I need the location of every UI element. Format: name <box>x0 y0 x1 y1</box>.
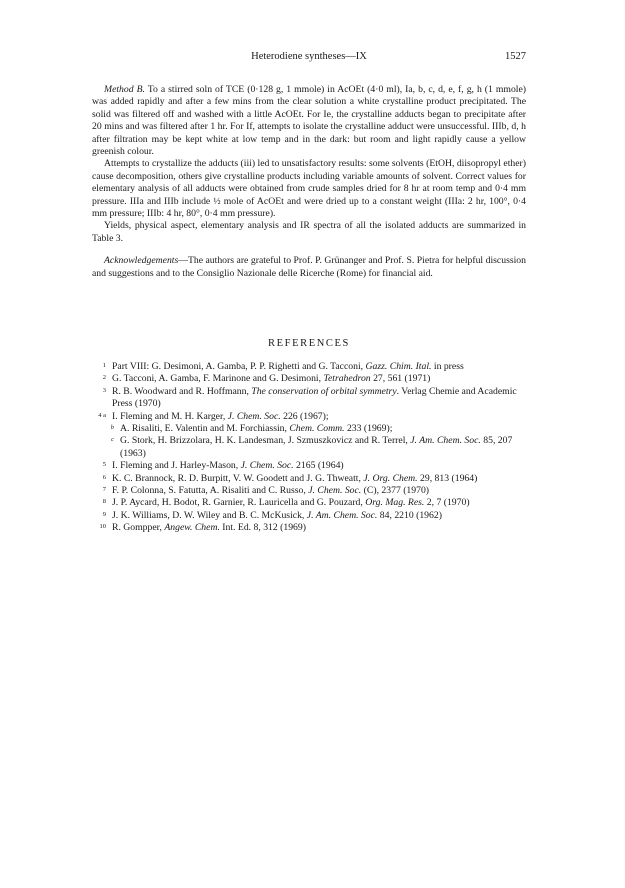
reference-item <box>92 460 526 472</box>
reference-authors: Part VIII: G. Desimoni, A. Gamba, P. P. Righetti and G. Tacconi, <box>112 361 366 372</box>
references-list <box>92 361 526 535</box>
reference-citation: 27, 561 (1971) <box>370 373 431 385</box>
reference-item <box>92 510 526 522</box>
page-number: 1527 <box>505 51 526 62</box>
reference-authors: G. Stork, H. Brizzolara, H. K. Landesman, J. Szmuszkovicz and R. Terrel, <box>120 435 411 447</box>
reference-authors: F. P. Colonna, S. Fatutta, A. Risaliti and C. Russo, <box>112 485 309 497</box>
reference-journal: J. Chem. Soc. <box>240 460 294 472</box>
reference-number: 8 <box>102 498 106 506</box>
yields-paragraph: Yields, physical aspect, elementary analysis and IR spectra of all the isolated adducts are summarized in Table 3. <box>92 220 526 244</box>
reference-item <box>92 522 526 534</box>
reference-journal: The conservation of orbital symmetry <box>251 385 397 397</box>
reference-journal: J. Chem. Soc. <box>227 410 281 422</box>
reference-number: b <box>110 424 114 432</box>
reference-number: 9 <box>102 510 106 518</box>
reference-authors: J. P. Aycard, H. Bodot, R. Garnier, R. Lauricella and G. Pouzard, <box>112 497 366 509</box>
reference-item <box>92 497 526 509</box>
reference-authors: G. Tacconi, A. Gamba, F. Marinone and G. Desimoni, <box>112 373 324 385</box>
reference-item <box>92 473 526 485</box>
reference-number: 2 <box>102 374 106 382</box>
reference-citation: 233 (1969); <box>344 423 393 435</box>
method-b-text: To a stirred soln of TCE (0·128 g, 1 mmole) in AcOEt (4·0 ml), Ia, b, c, d, e, f, g, h (1 mmole) was added rapidly and after a few mins from the clear solution a white crystalline product precipitated. The solid was filtered off and washed with a little AcOEt. For Ie, the crystalline adducts began to precipitate after 20 mins and was filtered after 1 hr. For If, attempts to isolate the crystalline adduct were unsuccessful. IIIb, d, h after filtration may be kept white at low temp and in the dark: but room and light rapidly cause a yellow greenish colour. <box>92 84 527 158</box>
reference-item <box>92 373 526 385</box>
reference-authors: A. Risaliti, E. Valentin and M. Forchiassin, <box>120 423 290 435</box>
reference-number: 5 <box>102 461 106 469</box>
reference-authors: K. C. Brannock, R. D. Burpitt, V. W. Goodett and J. G. Thweatt, <box>112 472 364 484</box>
reference-item <box>92 386 526 411</box>
reference-number: c <box>111 436 114 444</box>
reference-citation: Int. Ed. 8, 312 (1969) <box>219 522 306 534</box>
reference-citation: 85, 207 (1963) <box>120 435 513 459</box>
acknowledgements-label: Acknowledgements <box>104 255 179 267</box>
reference-citation: 84, 2210 (1962) <box>377 509 442 521</box>
acknowledgements-paragraph <box>92 255 526 280</box>
running-title: Heterodiene syntheses—IX <box>251 51 367 62</box>
reference-citation: 29, 813 (1964) <box>417 472 478 484</box>
acknowledgements-text: —The authors are grateful to Prof. P. Grünanger and Prof. S. Pietra for helpful discussion and suggestions and to the Consiglio Nazionale delle Ricerche (Rome) for financial aid. <box>92 255 526 279</box>
reference-item <box>92 485 526 497</box>
reference-authors: J. K. Williams, D. W. Wiley and B. C. McKusick, <box>112 509 307 521</box>
reference-journal: J. Am. Chem. Soc. <box>410 435 481 447</box>
reference-citation: (C), 2377 (1970) <box>361 485 430 497</box>
reference-journal: J. Org. Chem. <box>363 472 418 484</box>
reference-journal: J. Chem. Soc. <box>308 485 362 497</box>
reference-citation: 226 (1967); <box>280 410 329 422</box>
reference-authors: I. Fleming and M. H. Karger, <box>112 410 228 422</box>
reference-number: 7 <box>102 486 106 494</box>
reference-citation: 2, 7 (1970) <box>424 497 470 509</box>
reference-journal: Gazz. Chim. Ital. <box>365 361 432 372</box>
reference-number: 6 <box>102 473 106 481</box>
reference-authors: I. Fleming and J. Harley-Mason, <box>112 460 241 472</box>
attempts-paragraph: Attempts to crystallize the adducts (iii) led to unsatisfactory results: some solvents (EtOH, diisopropyl ether) cause decomposition, others give crystalline products including variable amounts of solvent. Correct values for elementary analysis of all adducts were obtained from crude samples dried for 8 hr at room temp and 0·4 mm pressure. IIIa and IIIb include ½ mole of AcOEt and were dried up to a constant weight (IIIa: 2 hr, 100°, 0·4 mm pressure; IIIb: 4 hr, 80°, 0·4 mm pressure). <box>92 158 526 220</box>
reference-number: 3 <box>102 386 106 394</box>
reference-journal: Org. Mag. Res. <box>365 497 425 509</box>
reference-number: 1 <box>102 362 106 369</box>
reference-authors: R. Gompper, <box>112 522 165 534</box>
reference-authors: R. B. Woodward and R. Hoffmann, <box>112 385 252 397</box>
reference-journal: J. Am. Chem. Soc. <box>306 509 378 521</box>
reference-item <box>92 361 526 373</box>
body-text <box>92 84 526 280</box>
reference-journal: Angew. Chem. <box>164 522 220 534</box>
reference-item <box>92 435 526 460</box>
method-b-paragraph <box>92 84 526 158</box>
reference-citation: in press <box>431 361 464 372</box>
reference-journal: Chem. Comm. <box>289 423 345 435</box>
references-heading: REFERENCES <box>268 338 350 349</box>
reference-citation: 2165 (1964) <box>293 460 344 472</box>
reference-citation: . Verlag Chemie and Academic Press (1970) <box>112 385 517 410</box>
reference-item <box>92 411 526 423</box>
reference-number: 4 a <box>98 411 106 419</box>
reference-number: 10 <box>99 523 106 531</box>
reference-item <box>92 423 526 435</box>
method-b-label: Method B. <box>104 84 145 95</box>
reference-journal: Tetrahedron <box>323 373 371 385</box>
